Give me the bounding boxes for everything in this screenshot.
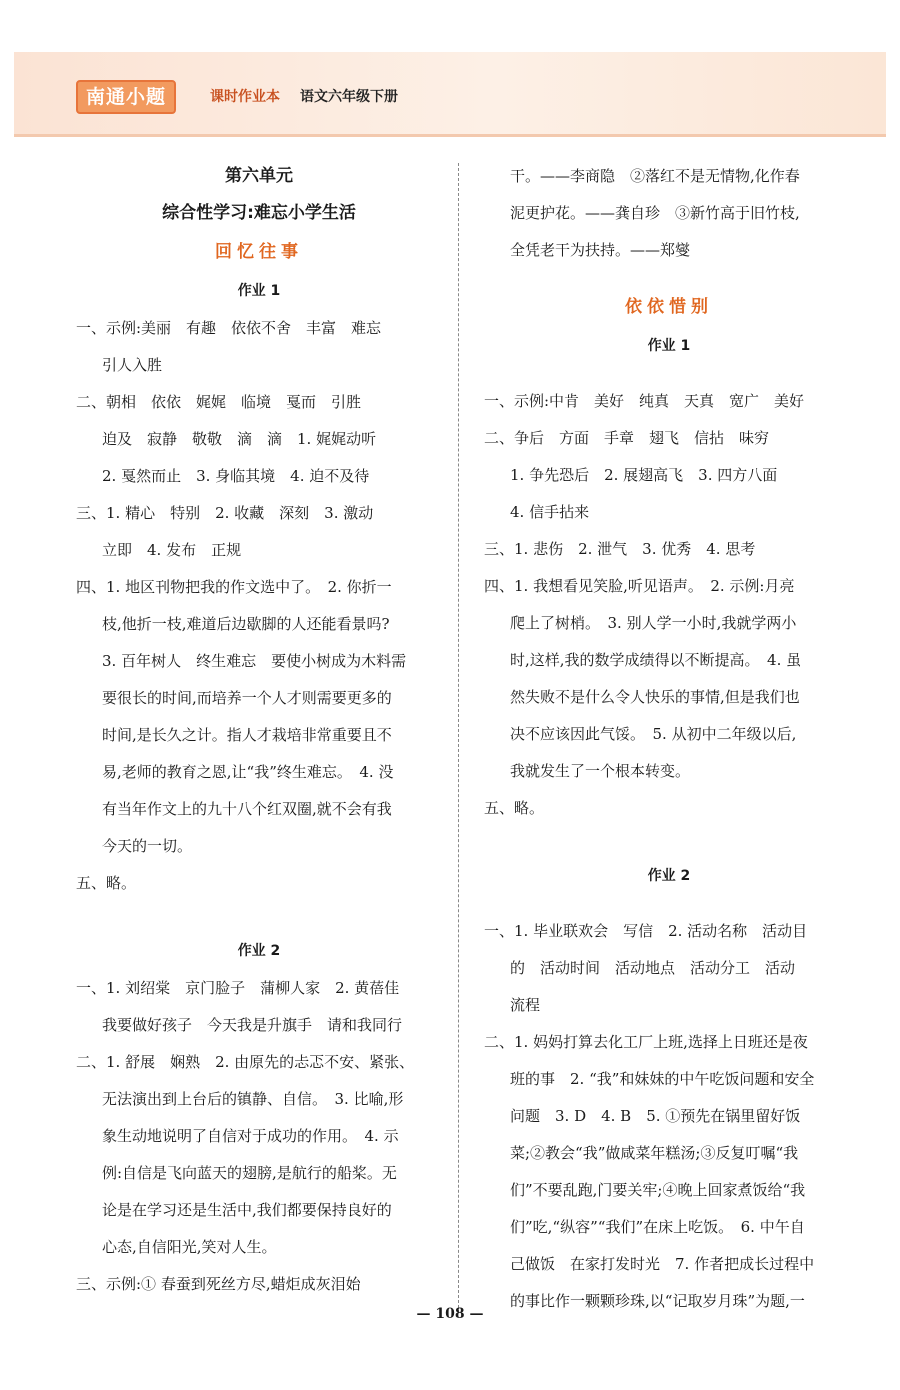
answer-line: 易,老师的教育之恩,让“我”终生难忘。 4. 没 bbox=[102, 763, 394, 781]
answer-line: 流程 bbox=[510, 996, 541, 1014]
homework-title: 作业 1 bbox=[237, 283, 281, 299]
answer-line: 二、1. 妈妈打算去化工厂上班,选择上日班还是夜 bbox=[484, 1033, 808, 1051]
unit-title: 第六单元 bbox=[225, 166, 293, 186]
answer-line: 2. 戛然而止 3. 身临其境 4. 迫不及待 bbox=[102, 467, 370, 485]
answer-line: 无法演出到上台后的镇静、自信。 3. 比喻,形 bbox=[102, 1090, 404, 1108]
answer-line: 引人入胜 bbox=[102, 356, 163, 374]
answer-line: 二、争后 方面 手章 翅飞 信拈 味穷 bbox=[484, 429, 770, 447]
answer-line: 四、1. 地区刊物把我的作文选中了。 2. 你折一 bbox=[76, 578, 392, 596]
answer-line: 问题 3. D 4. B 5. ①预先在锅里留好饭 bbox=[510, 1107, 801, 1125]
answer-line: 一、示例:美丽 有趣 依依不舍 丰富 难忘 bbox=[76, 319, 382, 337]
answer-line: 3. 百年树人 终生难忘 要使小树成为木料需 bbox=[102, 652, 407, 670]
answer-line: 决不应该因此气馁。 5. 从初中二年级以后, bbox=[510, 725, 797, 743]
answer-line: 然失败不是什么令人快乐的事情,但是我们也 bbox=[510, 688, 800, 706]
homework-title: 作业 1 bbox=[647, 338, 691, 354]
answer-line: 的事比作一颗颗珍珠,以“记取岁月珠”为题,一 bbox=[510, 1292, 805, 1310]
answer-line: 立即 4. 发布 正规 bbox=[102, 541, 242, 559]
spacer bbox=[484, 895, 854, 913]
answer-line: 时,这样,我的数学成绩得以不断提高。 4. 虽 bbox=[510, 651, 802, 669]
answer-line: 时间,是长久之计。指人才栽培非常重要且不 bbox=[102, 726, 392, 744]
answer-line: 五、略。 bbox=[484, 799, 545, 817]
answer-line: 一、1. 刘绍棠 京门脸子 蒲柳人家 2. 黄蓓佳 bbox=[76, 979, 400, 997]
answer-line: 心态,自信阳光,笑对人生。 bbox=[102, 1238, 277, 1256]
spacer bbox=[484, 269, 854, 287]
page-header bbox=[14, 52, 886, 137]
answer-line: 一、1. 毕业联欢会 写信 2. 活动名称 活动目 bbox=[484, 922, 808, 940]
answer-line: 二、朝相 依依 娓娓 临境 戛而 引胜 bbox=[76, 393, 362, 411]
answer-line: 4. 信手拈来 bbox=[510, 503, 590, 521]
answer-line: 们”吃,“纵容”“我们”在床上吃饭。 6. 中午自 bbox=[510, 1218, 805, 1236]
answer-line: 迫及 寂静 敬敬 滴 滴 1. 娓娓动听 bbox=[102, 430, 377, 448]
answer-line: 枝,他折一枝,难道后边歇脚的人还能看景吗? bbox=[102, 615, 390, 633]
answer-line: 的 活动时间 活动地点 活动分工 活动 bbox=[510, 959, 796, 977]
answer-line: 一、示例:中肯 美好 纯真 天真 宽广 美好 bbox=[484, 392, 805, 410]
answer-line: 例:自信是飞向蓝天的翅膀,是航行的船桨。无 bbox=[102, 1164, 397, 1182]
lesson-title: 依依惜别 bbox=[625, 297, 713, 317]
answer-line: 四、1. 我想看见笑脸,听见语声。 2. 示例:月亮 bbox=[484, 577, 795, 595]
answer-line: 己做饭 在家打发时光 7. 作者把成长过程中 bbox=[510, 1255, 815, 1273]
series-name: 课时作业本 bbox=[210, 89, 280, 105]
answer-line: 三、示例:① 春蚕到死丝方尽,蜡炬成灰泪始 bbox=[76, 1275, 361, 1293]
lesson-title: 回忆往事 bbox=[215, 242, 303, 262]
left-column bbox=[76, 158, 442, 1303]
answer-line: 全凭老干为扶持。——郑燮 bbox=[510, 241, 691, 259]
answer-line: 1. 争先恐后 2. 展翅高飞 3. 四方八面 bbox=[510, 466, 778, 484]
homework-title: 作业 2 bbox=[647, 868, 691, 884]
column-divider bbox=[458, 163, 459, 1313]
answer-line: 菜;②教会“我”做咸菜年糕汤;③反复叮嘱“我 bbox=[510, 1144, 799, 1162]
spacer bbox=[484, 365, 854, 383]
topic-title: 综合性学习:难忘小学生活 bbox=[162, 203, 356, 223]
book-title: 语文六年级下册 bbox=[300, 89, 398, 105]
page-number: — 108 — bbox=[416, 1306, 484, 1322]
answer-line: 有当年作文上的九十八个红双圈,就不会有我 bbox=[102, 800, 392, 818]
answer-line: 爬上了树梢。 3. 别人学一小时,我就学两小 bbox=[510, 614, 797, 632]
right-column bbox=[484, 158, 854, 1320]
spacer bbox=[484, 827, 854, 857]
answer-line: 五、略。 bbox=[76, 874, 137, 892]
answer-line: 象生动地说明了自信对于成功的作用。 4. 示 bbox=[102, 1127, 399, 1145]
answer-line: 论是在学习还是生活中,我们都要保持良好的 bbox=[102, 1201, 392, 1219]
answer-line: 三、1. 悲伤 2. 泄气 3. 优秀 4. 思考 bbox=[484, 540, 756, 558]
answer-line: 班的事 2. “我”和妹妹的中午吃饭问题和安全 bbox=[510, 1070, 815, 1088]
series-logo: 南通小题 bbox=[76, 80, 176, 114]
answer-line: 泥更护花。——龚自珍 ③新竹高于旧竹枝, bbox=[510, 204, 800, 222]
answer-line: 今天的一切。 bbox=[102, 837, 193, 855]
answer-line: 们”不要乱跑,门要关牢;④晚上回家煮饭给“我 bbox=[510, 1181, 806, 1199]
answer-line: 干。——李商隐 ②落红不是无情物,化作春 bbox=[510, 167, 800, 185]
homework-title: 作业 2 bbox=[237, 943, 281, 959]
answer-line: 我要做好孩子 今天我是升旗手 请和我同行 bbox=[102, 1016, 403, 1034]
answer-line: 我就发生了一个根本转变。 bbox=[510, 762, 691, 780]
spacer bbox=[76, 902, 442, 932]
answer-line: 要很长的时间,而培养一个人才则需要更多的 bbox=[102, 689, 392, 707]
answer-line: 三、1. 精心 特别 2. 收藏 深刻 3. 激动 bbox=[76, 504, 374, 522]
answer-line: 二、1. 舒展 娴熟 2. 由原先的忐忑不安、紧张、 bbox=[76, 1053, 415, 1071]
